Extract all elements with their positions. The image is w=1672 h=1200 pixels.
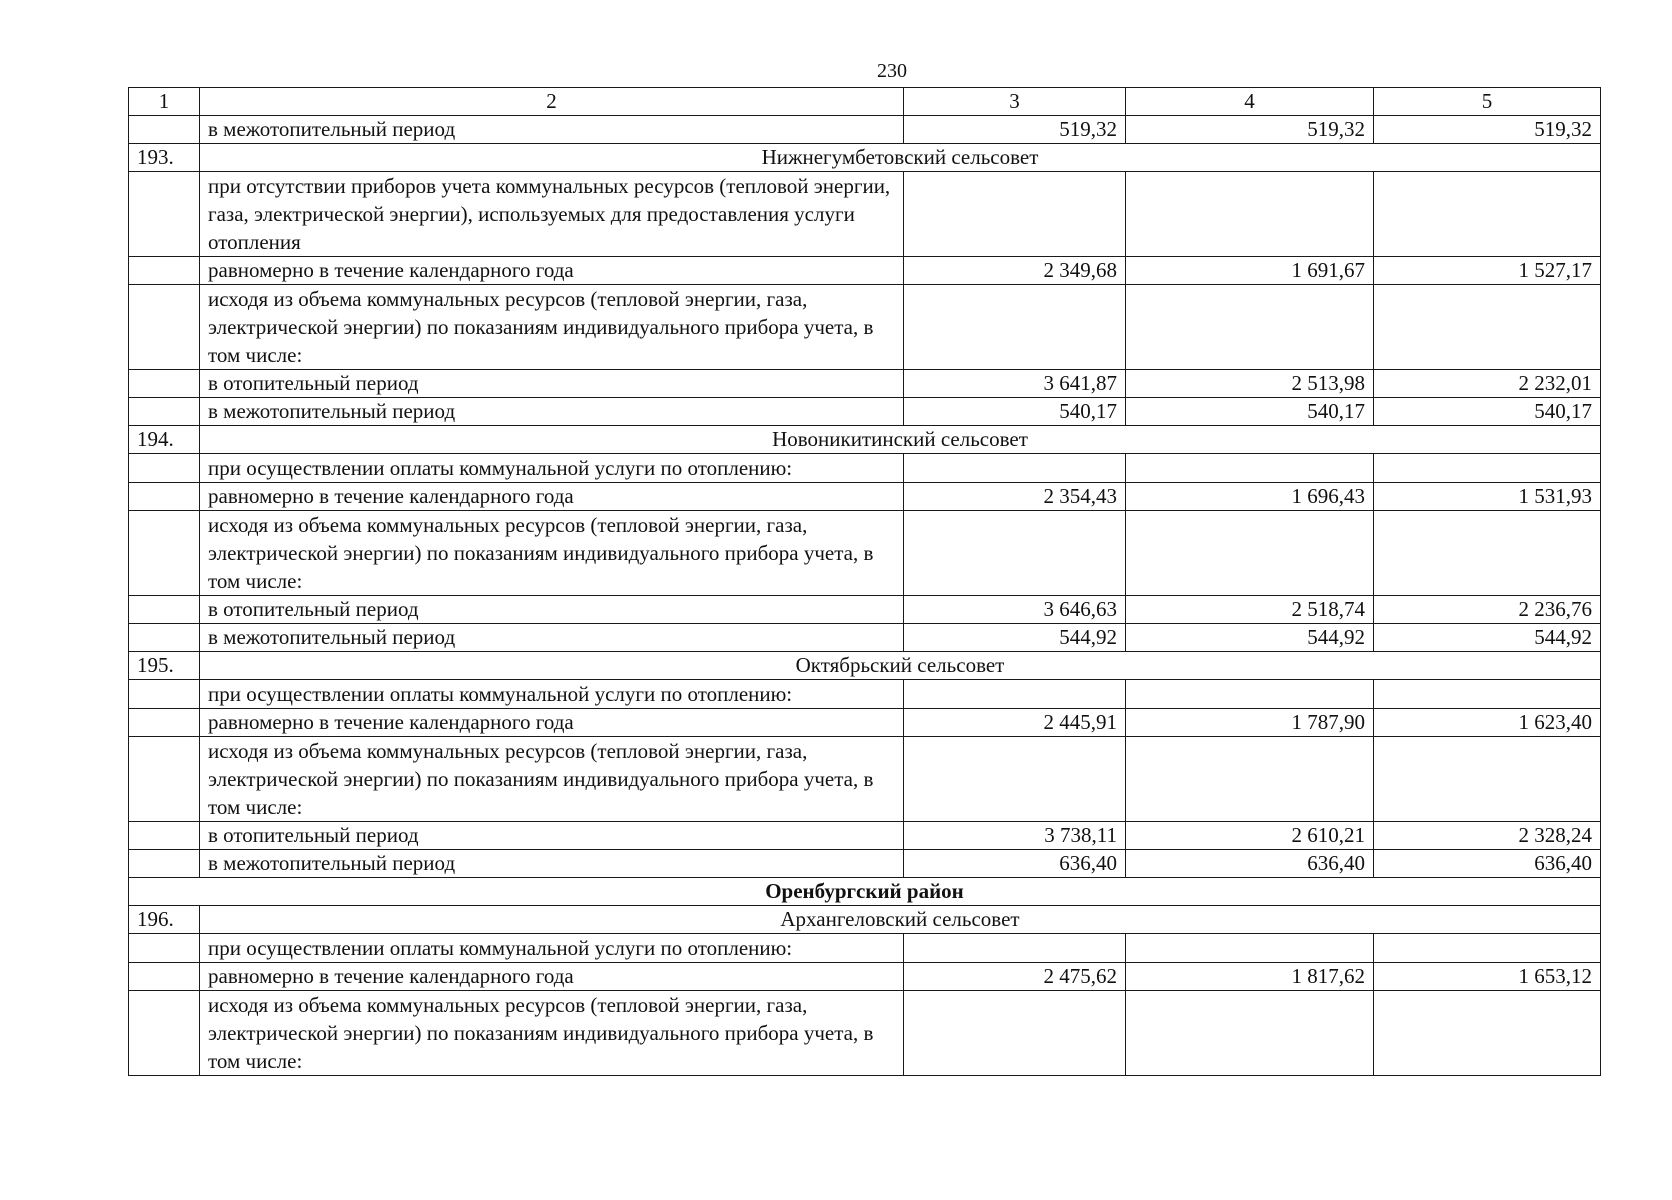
row-label: равномерно в течение календарного года	[200, 963, 904, 991]
table-row	[129, 680, 1601, 709]
row-label: в отопительный период	[200, 822, 904, 850]
section-row	[129, 906, 1601, 934]
header-col-5: 5	[1374, 88, 1601, 116]
table-row	[129, 822, 1601, 850]
page-number: 230	[877, 60, 907, 82]
row-label: при осуществлении оплаты коммунальной услуги по отоплению:	[200, 680, 904, 709]
table-row	[129, 257, 1601, 285]
table-row	[129, 850, 1601, 878]
row-index: 193.	[129, 144, 200, 172]
value-col-3: 2 445,91	[904, 709, 1126, 737]
value-col-5: 1 527,17	[1374, 257, 1601, 285]
value-col-4: 1 817,62	[1126, 963, 1374, 991]
value-col-4	[1126, 737, 1374, 822]
table-row	[129, 511, 1601, 596]
row-label: равномерно в течение календарного года	[200, 257, 904, 285]
row-label: исходя из объема коммунальных ресурсов (тепловой энергии, газа, электрической энергии) по показаниям индивидуального прибора учета, в том числе:	[200, 991, 904, 1076]
value-col-3: 544,92	[904, 624, 1126, 652]
value-col-5: 1 653,12	[1374, 963, 1601, 991]
row-label: в межотопительный период	[200, 850, 904, 878]
value-col-5: 1 623,40	[1374, 709, 1601, 737]
value-col-3	[904, 172, 1126, 257]
section-title: Новоникитинский сельсовет	[200, 426, 1601, 454]
region-title: Оренбургский район	[129, 878, 1601, 906]
row-label: в отопительный период	[200, 370, 904, 398]
section-row	[129, 652, 1601, 680]
section-title: Архангеловский сельсовет	[200, 906, 1601, 934]
table-row	[129, 370, 1601, 398]
value-col-3	[904, 737, 1126, 822]
row-index	[129, 454, 200, 483]
value-col-3	[904, 934, 1126, 963]
row-label: при отсутствии приборов учета коммунальных ресурсов (тепловой энергии, газа, электрической энергии), используемых для предоставления услуги отопления	[200, 172, 904, 257]
row-index	[129, 822, 200, 850]
value-col-4: 636,40	[1126, 850, 1374, 878]
row-label: равномерно в течение календарного года	[200, 483, 904, 511]
table-row	[129, 172, 1601, 257]
row-index	[129, 398, 200, 426]
header-col-3: 3	[904, 88, 1126, 116]
row-index	[129, 624, 200, 652]
value-col-4: 1 696,43	[1126, 483, 1374, 511]
table-row	[129, 398, 1601, 426]
row-index	[129, 963, 200, 991]
value-col-4	[1126, 454, 1374, 483]
row-label: в межотопительный период	[200, 624, 904, 652]
section-title: Октябрьский сельсовет	[200, 652, 1601, 680]
table-row	[129, 934, 1601, 963]
value-col-4: 1 787,90	[1126, 709, 1374, 737]
row-index	[129, 850, 200, 878]
value-col-3: 540,17	[904, 398, 1126, 426]
value-col-5: 519,32	[1374, 116, 1601, 144]
value-col-4	[1126, 991, 1374, 1076]
row-index: 194.	[129, 426, 200, 454]
value-col-5	[1374, 934, 1601, 963]
table-row	[129, 483, 1601, 511]
value-col-4	[1126, 680, 1374, 709]
row-index	[129, 257, 200, 285]
table-header-row	[129, 88, 1601, 116]
value-col-5	[1374, 454, 1601, 483]
row-label: исходя из объема коммунальных ресурсов (тепловой энергии, газа, электрической энергии) по показаниям индивидуального прибора учета, в том числе:	[200, 737, 904, 822]
value-col-4: 1 691,67	[1126, 257, 1374, 285]
row-label: равномерно в течение календарного года	[200, 709, 904, 737]
row-label: в межотопительный период	[200, 398, 904, 426]
value-col-4: 2 610,21	[1126, 822, 1374, 850]
value-col-4	[1126, 285, 1374, 370]
value-col-3	[904, 991, 1126, 1076]
row-label: исходя из объема коммунальных ресурсов (тепловой энергии, газа, электрической энергии) по показаниям индивидуального прибора учета, в том числе:	[200, 511, 904, 596]
value-col-3: 3 646,63	[904, 596, 1126, 624]
row-index	[129, 709, 200, 737]
row-index	[129, 934, 200, 963]
value-col-5: 540,17	[1374, 398, 1601, 426]
table-row	[129, 709, 1601, 737]
value-col-3: 3 641,87	[904, 370, 1126, 398]
value-col-5: 2 328,24	[1374, 822, 1601, 850]
row-index	[129, 991, 200, 1076]
row-label: в межотопительный период	[200, 116, 904, 144]
row-index	[129, 172, 200, 257]
table-row	[129, 454, 1601, 483]
row-index	[129, 511, 200, 596]
region-row	[129, 878, 1601, 906]
value-col-4	[1126, 934, 1374, 963]
section-row	[129, 144, 1601, 172]
row-label: исходя из объема коммунальных ресурсов (тепловой энергии, газа, электрической энергии) по показаниям индивидуального прибора учета, в том числе:	[200, 285, 904, 370]
value-col-4	[1126, 172, 1374, 257]
row-index: 196.	[129, 906, 200, 934]
value-col-5	[1374, 285, 1601, 370]
table-row	[129, 991, 1601, 1076]
row-index: 195.	[129, 652, 200, 680]
section-row	[129, 426, 1601, 454]
value-col-4: 540,17	[1126, 398, 1374, 426]
value-col-5: 2 236,76	[1374, 596, 1601, 624]
header-col-4: 4	[1126, 88, 1374, 116]
table-row	[129, 116, 1601, 144]
row-index	[129, 680, 200, 709]
row-index	[129, 285, 200, 370]
value-col-5	[1374, 737, 1601, 822]
value-col-3: 3 738,11	[904, 822, 1126, 850]
row-index	[129, 596, 200, 624]
section-title: Нижнегумбетовский сельсовет	[200, 144, 1601, 172]
row-label: в отопительный период	[200, 596, 904, 624]
header-col-1: 1	[129, 88, 200, 116]
value-col-5: 2 232,01	[1374, 370, 1601, 398]
value-col-5	[1374, 991, 1601, 1076]
header-col-2: 2	[200, 88, 904, 116]
table-row	[129, 596, 1601, 624]
value-col-4: 2 513,98	[1126, 370, 1374, 398]
value-col-3	[904, 454, 1126, 483]
row-index	[129, 370, 200, 398]
table-body	[129, 88, 1601, 1076]
value-col-3	[904, 285, 1126, 370]
value-col-5	[1374, 511, 1601, 596]
row-index	[129, 116, 200, 144]
table-row	[129, 285, 1601, 370]
value-col-3: 636,40	[904, 850, 1126, 878]
value-col-4	[1126, 511, 1374, 596]
table-row	[129, 737, 1601, 822]
value-col-3	[904, 680, 1126, 709]
value-col-4: 544,92	[1126, 624, 1374, 652]
row-label: при осуществлении оплаты коммунальной услуги по отоплению:	[200, 934, 904, 963]
value-col-5	[1374, 680, 1601, 709]
tariff-table	[128, 87, 1601, 1076]
value-col-3: 2 475,62	[904, 963, 1126, 991]
row-index	[129, 483, 200, 511]
table-row	[129, 963, 1601, 991]
row-label: при осуществлении оплаты коммунальной услуги по отоплению:	[200, 454, 904, 483]
value-col-3: 2 354,43	[904, 483, 1126, 511]
value-col-3	[904, 511, 1126, 596]
value-col-5	[1374, 172, 1601, 257]
value-col-5: 636,40	[1374, 850, 1601, 878]
value-col-4: 2 518,74	[1126, 596, 1374, 624]
value-col-3: 519,32	[904, 116, 1126, 144]
value-col-3: 2 349,68	[904, 257, 1126, 285]
row-index	[129, 737, 200, 822]
value-col-5: 544,92	[1374, 624, 1601, 652]
value-col-5: 1 531,93	[1374, 483, 1601, 511]
value-col-4: 519,32	[1126, 116, 1374, 144]
table-row	[129, 624, 1601, 652]
